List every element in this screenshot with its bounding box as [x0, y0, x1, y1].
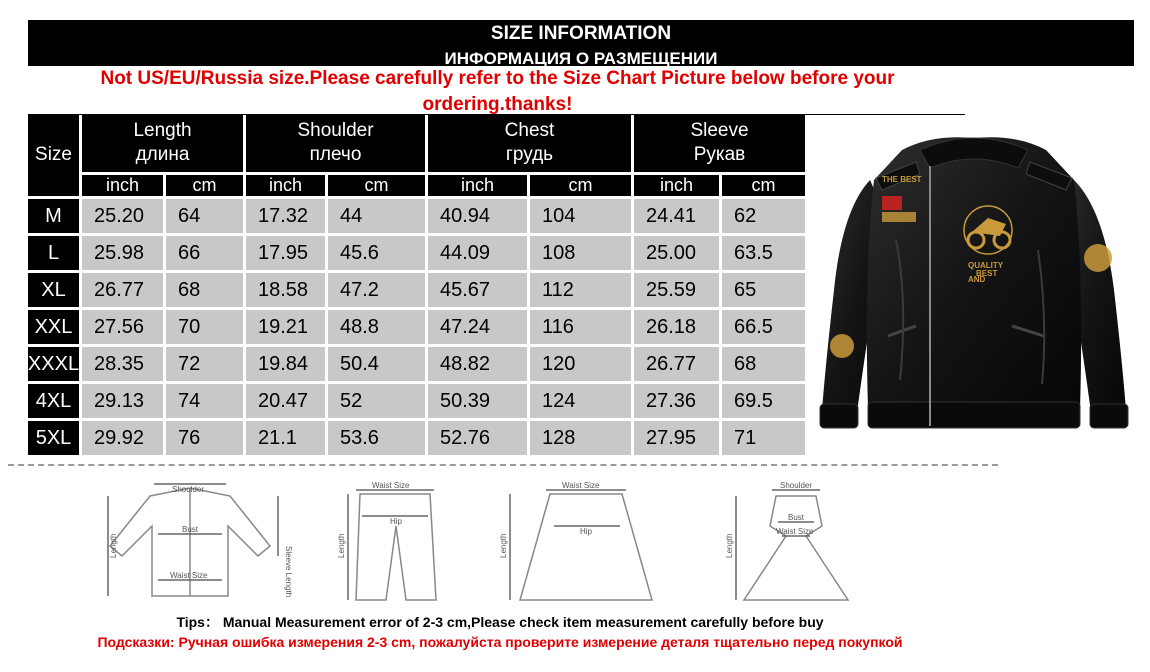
- column-header-en: Shoulder: [297, 120, 374, 141]
- column-header-en: Sleeve: [690, 120, 749, 141]
- measurement-cell: 50.39: [428, 384, 527, 418]
- measurement-cell: 29.92: [82, 421, 163, 455]
- size-info-banner: [28, 20, 1134, 66]
- measurement-cell: 68: [166, 273, 243, 307]
- measurement-cell: 70: [166, 310, 243, 344]
- size-cell: XXL: [28, 310, 79, 344]
- label-waist-2: Waist Size: [372, 481, 410, 490]
- unit-cm-header: cm: [328, 175, 425, 196]
- label-length-3: Length: [499, 533, 508, 558]
- label-waist-4: Waist Size: [776, 527, 814, 536]
- unit-cm-header: cm: [530, 175, 631, 196]
- measurement-cell: 71: [722, 421, 805, 455]
- measurement-cell: 25.98: [82, 236, 163, 270]
- measurement-cell: 48.8: [328, 310, 425, 344]
- measurement-cell: 45.6: [328, 236, 425, 270]
- measurement-cell: 66: [166, 236, 243, 270]
- notice-line-1: Not US/EU/Russia size.Please carefully refer to the Size Chart Picture below before your: [100, 68, 895, 89]
- size-cell: M: [28, 199, 79, 233]
- measurement-cell: 24.41: [634, 199, 719, 233]
- measurement-cell: 47.2: [328, 273, 425, 307]
- size-cell: 4XL: [28, 384, 79, 418]
- unit-inch-header: inch: [246, 175, 325, 196]
- unit-inch-header: inch: [82, 175, 163, 196]
- measurement-cell: 28.35: [82, 347, 163, 381]
- measurement-cell: 63.5: [722, 236, 805, 270]
- column-header-ru: Рукав: [693, 144, 746, 165]
- column-header-sleeve: [634, 114, 805, 172]
- measurement-cell: 108: [530, 236, 631, 270]
- measurement-cell: 52: [328, 384, 425, 418]
- measurement-cell: 26.18: [634, 310, 719, 344]
- jacket-product-image: [812, 120, 1136, 450]
- label-shoulder-2: Shoulder: [780, 481, 813, 490]
- dress-diagram-icon: [736, 490, 848, 600]
- column-header-ru: длина: [135, 144, 190, 165]
- column-header-en: Chest: [504, 120, 555, 141]
- measurement-cell: 128: [530, 421, 631, 455]
- banner-title-en: SIZE INFORMATION: [490, 23, 672, 44]
- measurement-cell: 19.21: [246, 310, 325, 344]
- measurement-diagrams: [100, 476, 940, 606]
- badge-text-4: AND: [968, 275, 986, 284]
- measurement-cell: 19.84: [246, 347, 325, 381]
- measurement-cell: 44: [328, 199, 425, 233]
- measurement-cell: 21.1: [246, 421, 325, 455]
- label-waist-1: Waist Size: [170, 571, 208, 580]
- measurement-cell: 69.5: [722, 384, 805, 418]
- label-bust-2: Bust: [788, 513, 805, 522]
- measurement-cell: 26.77: [82, 273, 163, 307]
- measurement-cell: 18.58: [246, 273, 325, 307]
- size-chart-table: [28, 114, 808, 458]
- column-header-ru: грудь: [505, 144, 554, 165]
- measurement-cell: 52.76: [428, 421, 527, 455]
- size-notice: [30, 66, 965, 115]
- measurement-cell: 72: [166, 347, 243, 381]
- column-header-shoulder: [246, 114, 425, 172]
- tips-english: Tips： Manual Measurement error of 2-3 cm,Please check item measurement carefully before buy: [176, 614, 824, 630]
- banner-title-ru: ИНФОРМАЦИЯ О РАЗМЕЩЕНИИ: [444, 49, 718, 66]
- badge-text-3: BEST: [976, 269, 998, 278]
- measurement-cell: 50.4: [328, 347, 425, 381]
- label-shoulder-1: Shoulder: [172, 485, 205, 494]
- column-header-chest: [428, 114, 631, 172]
- label-hip-2: Hip: [580, 527, 593, 536]
- measurement-cell: 120: [530, 347, 631, 381]
- label-length-4: Length: [725, 533, 734, 558]
- section-divider: [8, 464, 998, 466]
- tips-russian: Подсказки: Ручная ошибка измерения 2-3 cm, пожалуйста проверите измерение деталя тщательно перед покупкой: [97, 634, 903, 650]
- measurement-cell: 20.47: [246, 384, 325, 418]
- measurement-cell: 25.59: [634, 273, 719, 307]
- badge-text-1: THE BEST: [882, 175, 922, 184]
- measurement-cell: 25.00: [634, 236, 719, 270]
- size-cell: XXXL: [28, 347, 79, 381]
- measurement-cell: 74: [166, 384, 243, 418]
- size-cell: L: [28, 236, 79, 270]
- label-sleeve-length: Sleeve Length: [284, 546, 293, 598]
- label-bust-1: Bust: [182, 525, 199, 534]
- measurement-cell: 47.24: [428, 310, 527, 344]
- unit-cm-header: cm: [722, 175, 805, 196]
- unit-inch-header: inch: [634, 175, 719, 196]
- measurement-cell: 66.5: [722, 310, 805, 344]
- measurement-cell: 27.36: [634, 384, 719, 418]
- column-header-ru: плечо: [309, 144, 362, 165]
- measurement-cell: 112: [530, 273, 631, 307]
- measurement-cell: 64: [166, 199, 243, 233]
- column-header-en: Length: [133, 120, 192, 141]
- measurement-cell: 25.20: [82, 199, 163, 233]
- measurement-cell: 116: [530, 310, 631, 344]
- measurement-cell: 68: [722, 347, 805, 381]
- label-hip-1: Hip: [390, 517, 403, 526]
- size-cell: XL: [28, 273, 79, 307]
- measurement-cell: 26.77: [634, 347, 719, 381]
- measurement-tips: [0, 612, 1000, 652]
- label-length-1: Length: [109, 533, 118, 558]
- measurement-cell: 40.94: [428, 199, 527, 233]
- measurement-cell: 76: [166, 421, 243, 455]
- measurement-cell: 27.56: [82, 310, 163, 344]
- unit-cm-header: cm: [166, 175, 243, 196]
- measurement-cell: 124: [530, 384, 631, 418]
- measurement-cell: 45.67: [428, 273, 527, 307]
- measurement-cell: 48.82: [428, 347, 527, 381]
- measurement-cell: 27.95: [634, 421, 719, 455]
- measurement-cell: 44.09: [428, 236, 527, 270]
- skirt-diagram-icon: [510, 490, 652, 600]
- pants-diagram-icon: [348, 490, 436, 600]
- measurement-cell: 17.32: [246, 199, 325, 233]
- badge-text-2: QUALITY: [968, 261, 1004, 270]
- size-column-header: Size: [28, 114, 79, 196]
- measurement-cell: 62: [722, 199, 805, 233]
- column-header-length: [82, 114, 243, 172]
- label-length-2: Length: [337, 533, 346, 558]
- size-cell: 5XL: [28, 421, 79, 455]
- measurement-cell: 104: [530, 199, 631, 233]
- measurement-cell: 53.6: [328, 421, 425, 455]
- label-waist-3: Waist Size: [562, 481, 600, 490]
- notice-line-2: ordering.thanks!: [422, 94, 573, 115]
- measurement-cell: 29.13: [82, 384, 163, 418]
- unit-inch-header: inch: [428, 175, 527, 196]
- measurement-cell: 17.95: [246, 236, 325, 270]
- measurement-cell: 65: [722, 273, 805, 307]
